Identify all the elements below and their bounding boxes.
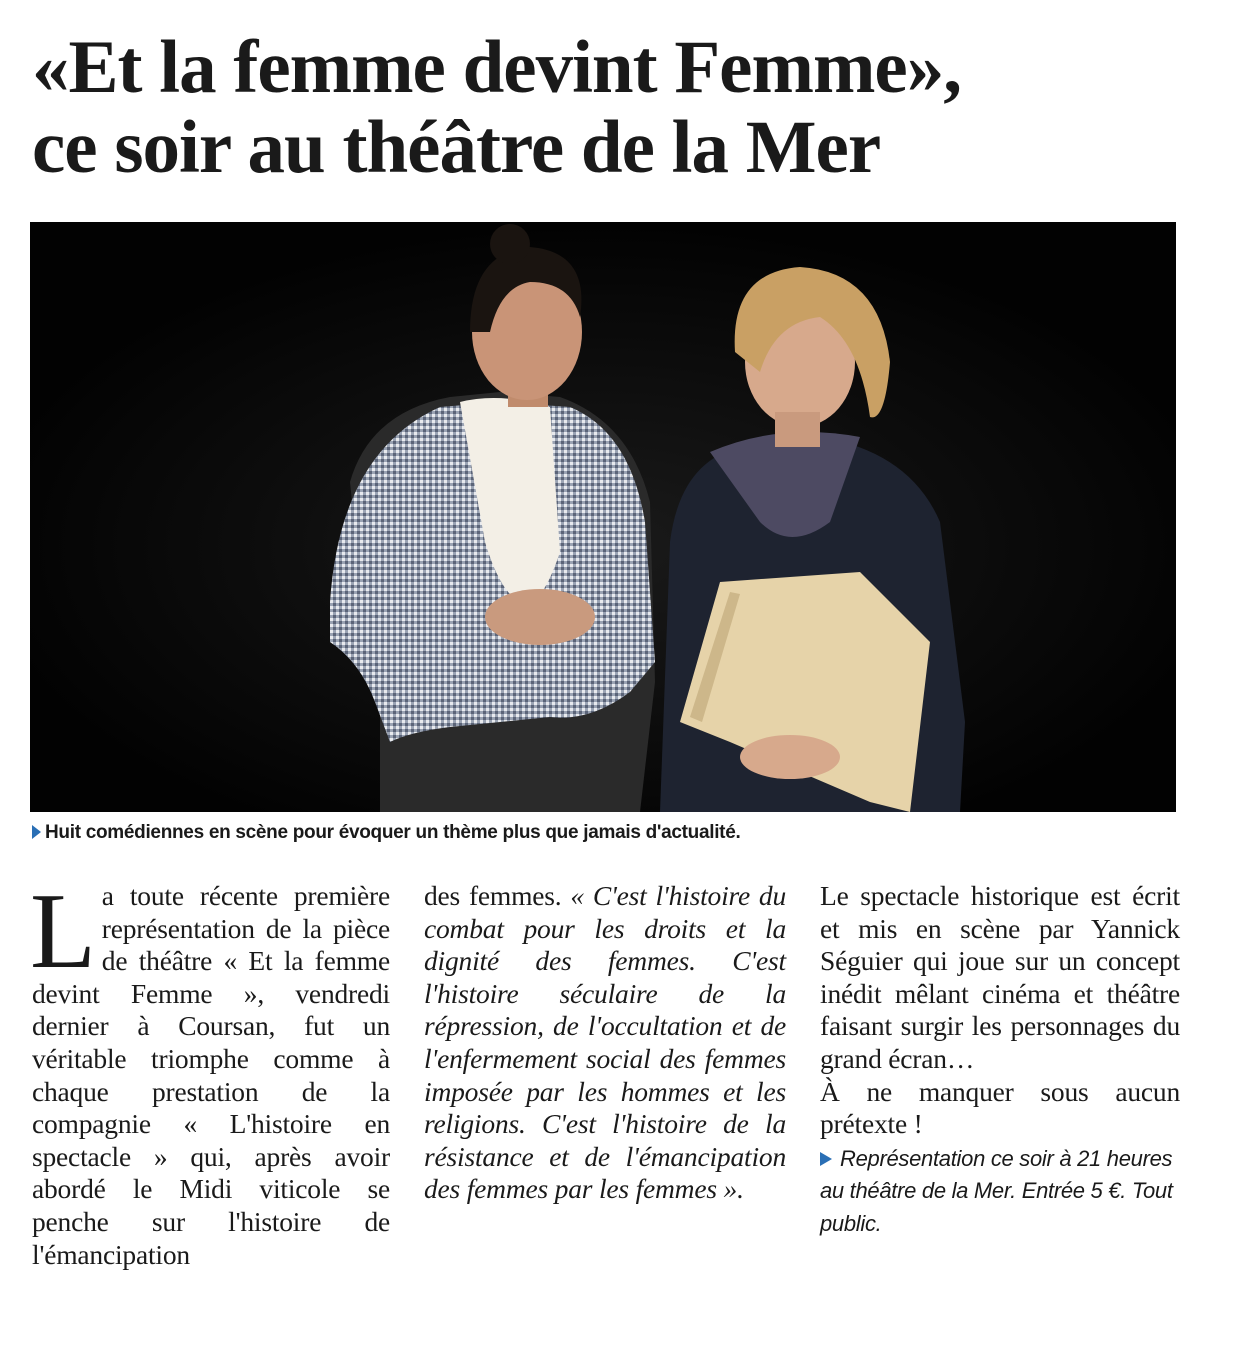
event-info xyxy=(820,1143,1180,1241)
caption-arrow-icon xyxy=(32,825,41,839)
headline-line-1: «Et la femme devint Femme», xyxy=(32,26,961,109)
drop-cap: L xyxy=(30,872,96,991)
article-column-2 xyxy=(424,880,786,1206)
caption-text: Huit comédiennes en scène pour évoquer un thème plus que jamais d'actualité. xyxy=(45,822,741,843)
column-2-quote: « C'est l'histoire du combat pour les droits et la dignité des femmes. C'est l'histoire séculaire de la répression, de l'occultation et de l'enfermement social des femmes imposée par les hommes et les religions. C'est l'histoire de la résistance et de l'émancipation des femmes par les femmes ». xyxy=(424,880,787,1205)
article-column-1 xyxy=(30,872,390,1271)
stage-photo-illustration xyxy=(30,222,1176,812)
column-2-intro: des femmes. xyxy=(424,880,571,911)
article-column-3 xyxy=(820,880,1180,1240)
headline xyxy=(32,28,1212,188)
headline-line-2: ce soir au théâtre de la Mer xyxy=(32,106,881,189)
stage-photo xyxy=(30,222,1176,812)
column-3-paragraph-1: Le spectacle historique est écrit et mis en scène par Yannick Séguier qui joue sur un concept inédit mêlant cinéma et théâtre faisant surgir les personnages du grand écran… xyxy=(820,880,1180,1074)
event-info-text: Représentation ce soir à 21 heures au théâtre de la Mer. Entrée 5 €. Tout public. xyxy=(820,1145,1173,1236)
column-1-text: a toute récente première représentation de la pièce de théâtre « Et la femme devint Femme », vendredi dernier à Coursan, fut un véritable triomphe comme à chaque prestation de la compagnie « L'histoire en spectacle » qui, après avoir abordé le Midi viticole se penche sur l'histoire de l'émancipation xyxy=(32,880,390,1270)
column-3-paragraph-2: À ne manquer sous aucun prétexte ! xyxy=(820,1075,1180,1140)
photo-caption xyxy=(32,822,1182,844)
info-arrow-icon xyxy=(820,1152,832,1166)
